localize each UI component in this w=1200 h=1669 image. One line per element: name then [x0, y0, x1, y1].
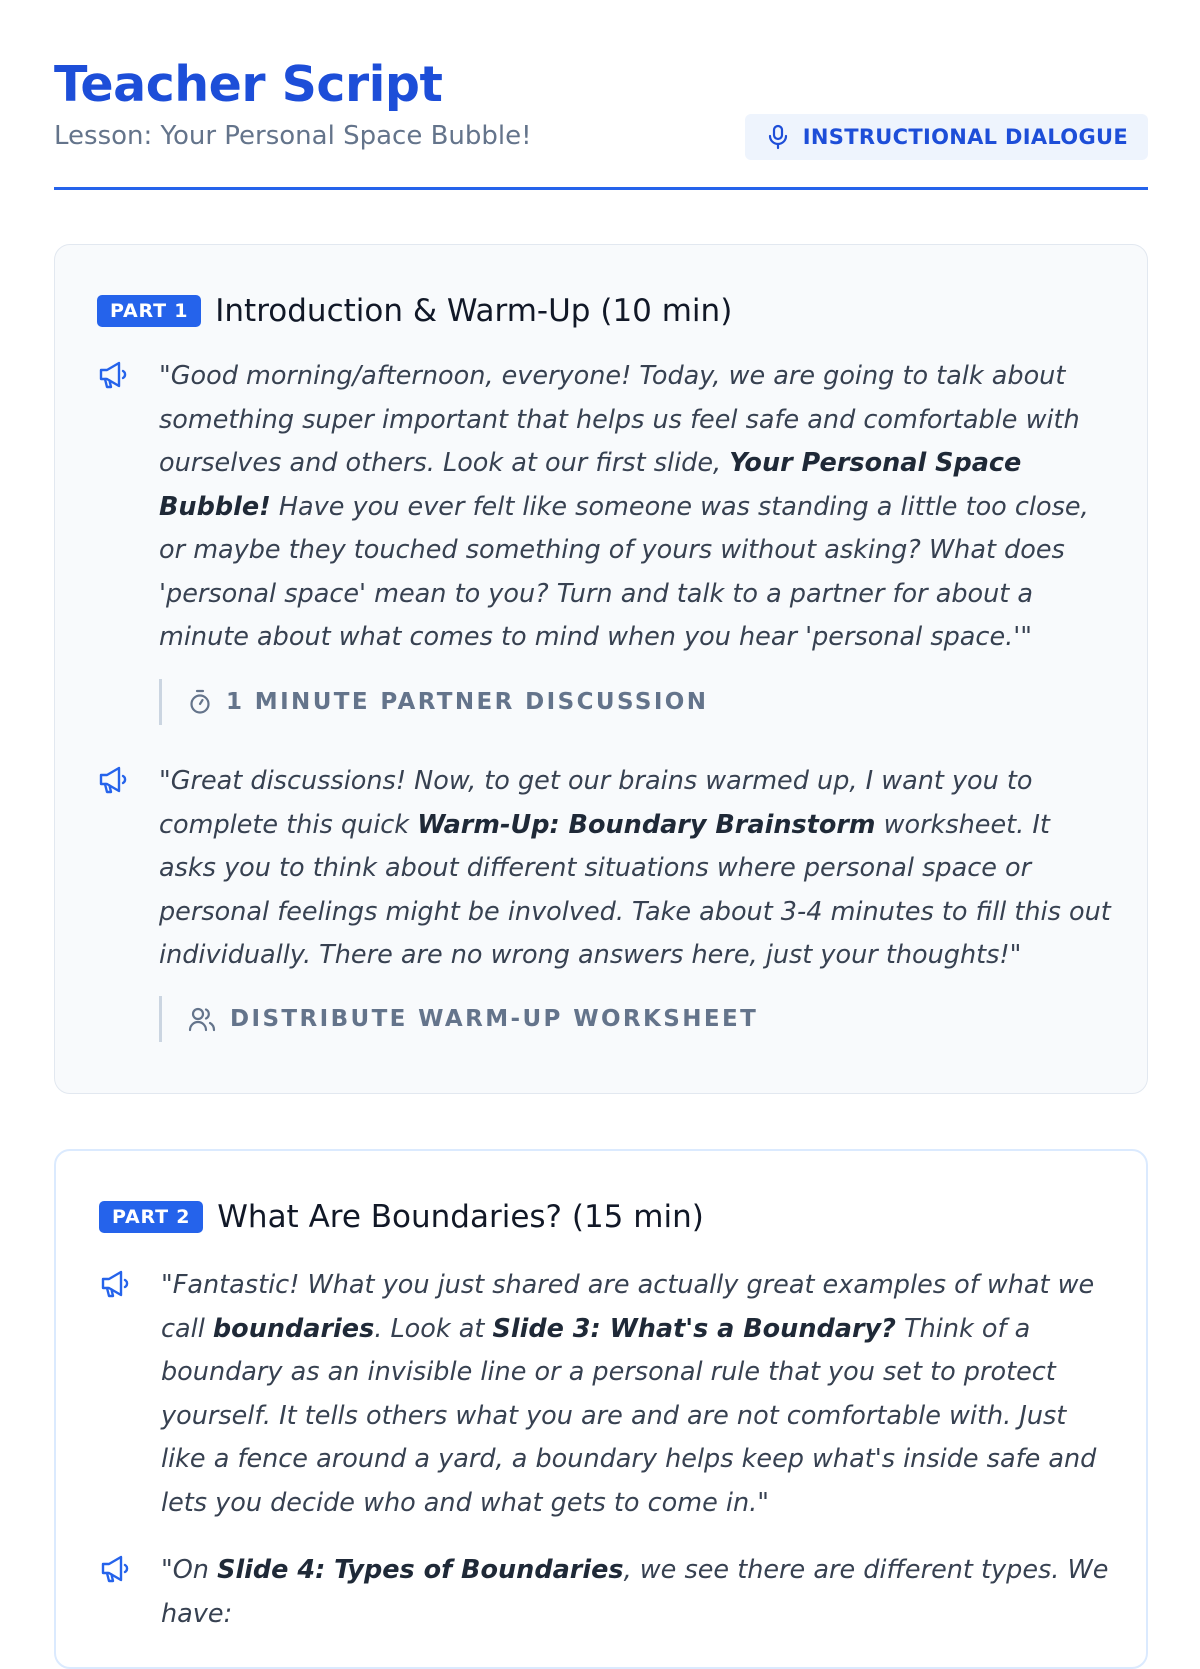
dialogue-text	[159, 760, 1114, 978]
section-heading	[99, 1197, 704, 1237]
text-segment: worksheet. It asks you to think about different situations where personal space or personal feelings might be involved. Take about 3-4 minutes to fill this out individually. There are no wrong answers here, just your thoughts!"	[159, 809, 1111, 970]
timer-icon	[188, 689, 212, 715]
emphasized-text: boundaries	[212, 1313, 375, 1344]
section-card-part-2	[54, 1149, 1148, 1669]
badge-label: INSTRUCTIONAL DIALOGUE	[802, 125, 1128, 149]
text-segment: , we see there are different types. We have:	[161, 1555, 1109, 1629]
cue-partner-discussion	[159, 679, 708, 725]
text-segment: "Good morning/afternoon, everyone! Today, we are going to talk about something super important that helps us feel safe and comfortable with ourselves and others. Look at our first slide,	[159, 361, 1080, 478]
emphasized-text: Slide 3: What's a Boundary?	[492, 1313, 896, 1344]
section-card-part-1	[54, 244, 1148, 1094]
text-segment: "Great discussions! Now, to get our brains warmed up, I want you to complete this quick	[159, 766, 1033, 840]
part-tag: PART 2	[99, 1201, 203, 1233]
section-title: Introduction & Warm-Up (10 min)	[215, 293, 733, 329]
megaphone-icon	[97, 359, 129, 391]
section-heading	[97, 291, 732, 331]
users-icon	[188, 1006, 216, 1032]
section-title: What Are Boundaries? (15 min)	[217, 1199, 704, 1235]
dialogue-text	[161, 1549, 1116, 1636]
microphone-icon	[767, 124, 789, 150]
page-header	[54, 48, 1148, 190]
emphasized-text: Your Personal Space Bubble!	[159, 448, 1022, 522]
dialogue-text	[161, 1264, 1116, 1525]
megaphone-icon	[99, 1268, 131, 1300]
emphasized-text: Slide 4: Types of Boundaries	[217, 1555, 624, 1585]
page-title: Teacher Script	[54, 56, 443, 113]
text-segment: "Fantastic! What you just shared are actually great examples of what we call	[161, 1270, 1095, 1344]
dialogue-text	[159, 355, 1114, 660]
text-segment: Think of a boundary as an invisible line or a personal rule that you set to protect yourself. It tells others what you are and are not comfortable with. Just like a fence around a yard, a boundary helps keep what's inside safe and lets you decide who and what gets to come in."	[161, 1313, 1097, 1518]
emphasized-text: Warm-Up: Boundary Brainstorm	[417, 809, 876, 840]
text-segment: . Look at	[374, 1313, 493, 1344]
lesson-subtitle: Lesson: Your Personal Space Bubble!	[54, 121, 532, 151]
megaphone-icon	[99, 1553, 131, 1585]
part-tag: PART 1	[97, 295, 201, 327]
text-segment: Have you ever felt like someone was standing a little too close, or maybe they touched something of yours without asking? What does 'personal space' mean to you? Turn and talk to a partner for about a minute about what comes to mind when you hear 'personal space.'"	[159, 491, 1089, 652]
cue-distribute-worksheet	[159, 996, 758, 1042]
instructional-dialogue-badge	[745, 114, 1148, 160]
cue-label: 1 MINUTE PARTNER DISCUSSION	[226, 689, 709, 715]
cue-label: DISTRIBUTE WARM-UP WORKSHEET	[230, 1006, 759, 1032]
megaphone-icon	[97, 764, 129, 796]
text-segment: "On	[161, 1555, 218, 1585]
